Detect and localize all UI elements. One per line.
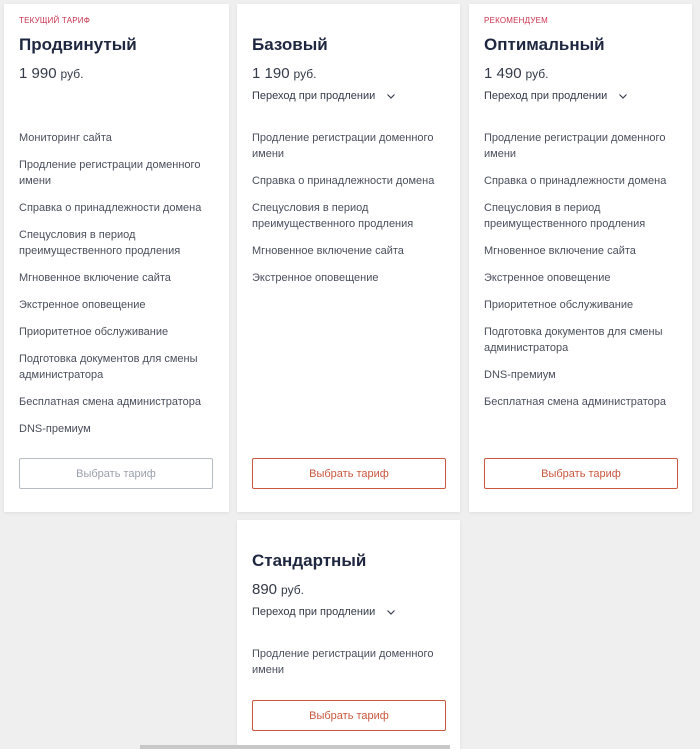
- feature-item: Справка о принадлежности домена: [252, 175, 435, 187]
- price-value: 1 990: [19, 65, 57, 82]
- tariff-title: Базовый: [252, 35, 328, 54]
- feature-item: Мгновенное включение сайта: [484, 245, 636, 257]
- tariff-card-optimal: [469, 4, 692, 512]
- feature-item: Мониторинг сайта: [19, 132, 112, 144]
- chevron-down-icon: [386, 91, 396, 101]
- tariff-price: [19, 65, 83, 82]
- feature-item: Спецусловия в период преимущественного продления: [19, 229, 181, 257]
- feature-item: Экстренное оповещение: [252, 272, 379, 284]
- feature-item: Спецусловия в период преимущественного продления: [252, 202, 414, 230]
- current-tariff-badge: ТЕКУЩИЙ ТАРИФ: [19, 16, 91, 25]
- tariff-price: [252, 65, 316, 82]
- tariff-card-basic: [237, 4, 460, 512]
- feature-item: Продление регистрации доменного имени: [252, 648, 434, 676]
- chevron-down-icon: [386, 607, 396, 617]
- feature-list: [252, 130, 447, 297]
- feature-item: Экстренное оповещение: [19, 299, 146, 311]
- select-tariff-button[interactable]: Выбрать тариф: [484, 458, 678, 489]
- chevron-down-icon: [618, 91, 628, 101]
- renewal-toggle[interactable]: [252, 606, 396, 618]
- price-currency: руб.: [60, 67, 84, 81]
- recommended-badge: РЕКОМЕНДУЕМ: [484, 16, 549, 25]
- feature-item: Приоритетное обслуживание: [19, 326, 169, 338]
- tariff-title: Продвинутый: [19, 35, 137, 54]
- feature-item: DNS-премиум: [484, 369, 556, 381]
- feature-item: Экстренное оповещение: [484, 272, 611, 284]
- price-currency: руб.: [293, 67, 317, 81]
- select-tariff-button[interactable]: Выбрать тариф: [252, 458, 446, 489]
- feature-item: Подготовка документов для смены администратора: [19, 353, 198, 381]
- horizontal-scrollbar[interactable]: [140, 745, 450, 749]
- feature-item: Продление регистрации доменного имени: [252, 132, 434, 160]
- price-currency: руб.: [281, 583, 304, 597]
- feature-list: [19, 130, 214, 448]
- select-tariff-button[interactable]: Выбрать тариф: [19, 458, 213, 489]
- feature-list: [252, 646, 447, 689]
- price-value: 890: [252, 581, 278, 598]
- feature-list: [484, 130, 679, 421]
- select-tariff-button[interactable]: Выбрать тариф: [252, 700, 446, 731]
- tariff-title: Оптимальный: [484, 35, 605, 54]
- feature-item: Бесплатная смена администратора: [484, 396, 667, 408]
- feature-item: Спецусловия в период преимущественного продления: [484, 202, 646, 230]
- feature-item: Подготовка документов для смены администратора: [484, 326, 663, 354]
- renewal-toggle-label: Переход при продлении: [484, 90, 608, 102]
- feature-item: Мгновенное включение сайта: [252, 245, 404, 257]
- price-currency: руб.: [525, 67, 549, 81]
- renewal-toggle-label: Переход при продлении: [252, 90, 376, 102]
- feature-item: Справка о принадлежности домена: [19, 202, 202, 214]
- feature-item: Мгновенное включение сайта: [19, 272, 171, 284]
- tariff-title: Стандартный: [252, 551, 367, 570]
- price-value: 1 190: [252, 65, 290, 82]
- price-value: 1 490: [484, 65, 522, 82]
- tariff-price: [252, 581, 304, 598]
- tariff-card-standard: [237, 520, 460, 749]
- feature-item: Приоритетное обслуживание: [484, 299, 634, 311]
- feature-item: Продление регистрации доменного имени: [484, 132, 666, 160]
- renewal-toggle-label: Переход при продлении: [252, 606, 376, 618]
- renewal-toggle[interactable]: [252, 90, 396, 102]
- renewal-toggle[interactable]: [484, 90, 628, 102]
- feature-item: Бесплатная смена администратора: [19, 396, 202, 408]
- feature-item: Справка о принадлежности домена: [484, 175, 667, 187]
- feature-item: DNS-премиум: [19, 423, 91, 435]
- tariff-card-advanced: [4, 4, 229, 512]
- tariff-price: [484, 65, 548, 82]
- feature-item: Продление регистрации доменного имени: [19, 159, 201, 187]
